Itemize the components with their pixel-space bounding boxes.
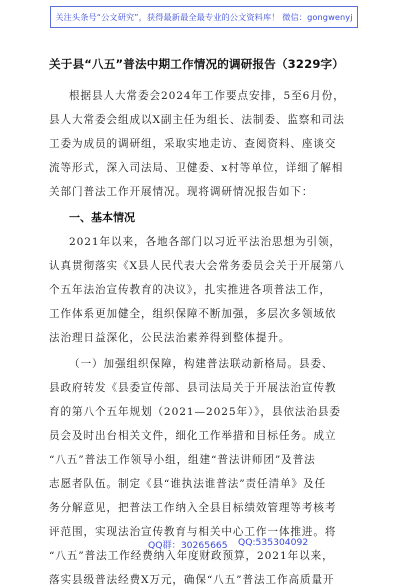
body-line: 工作体系更加健全，组织保障不断加强，多层次多领域依	[49, 308, 337, 320]
footer-qq: QQ:535304092	[238, 537, 309, 548]
body-line: 落实县级普法经费X万元，确保“八五”普法工作高质量开	[49, 574, 335, 586]
body-line: 法治理日益深化，公民法治素养得到整体提升。	[49, 332, 291, 344]
body-line: “八五”普法工作经费纳入年度财政预算，2021年以来，	[49, 550, 334, 562]
body-line: 个五年法治宣传教育的决议》，扎实推进各项普法工作，	[49, 284, 332, 296]
body-line: 县人大常委会组成以X副主任为组长、法制委、监察和司法	[49, 114, 345, 126]
footer-qq-group: QQ群：30265665	[148, 540, 228, 551]
document-title: 关于县“八五”普法中期工作情况的调研报告（3229字）	[49, 57, 345, 71]
footer-contact	[0, 537, 408, 551]
body-line: 志愿者队伍。制定《县“谁执法谁普法”责任清单》及任	[49, 478, 326, 490]
body-line: 认真贯彻落实《X县人民代表大会常务委员会关于开展第八	[49, 260, 345, 272]
section-heading: 一、基本情况	[69, 211, 135, 224]
body-line: 县政府转发《县委宣传部、县司法局关于开展法治宣传教	[49, 382, 337, 394]
body-line: 根据县人大常委会2024年工作要点安排，5至6月份，	[69, 90, 345, 102]
header-banner	[50, 6, 358, 28]
header-banner-text: 关注头条号“公文研究”，获得最新最全最专业的公文资料库！ 微信：gongwenyj	[55, 11, 353, 22]
body-line: 关部门普法工作开展情况。现将调研情况报告如下：	[49, 186, 314, 198]
body-line: 工委为成员的调研组，采取实地走访、查阅资料、座谈交	[49, 138, 337, 150]
body-line: “八五”普法工作领导小组，组建“普法讲师团”及普法	[49, 454, 316, 466]
body-line: 员会及时出台相关文件，细化工作举措和目标任务。成立	[49, 430, 337, 442]
body-line: 2021年以来，各地各部门以习近平法治思想为引领，	[69, 236, 341, 248]
body-line: 务分解意见，把普法工作纳入全县目标绩效管理等考核考	[49, 502, 337, 514]
subsection-line: （一）加强组织保障，构建普法联动新格局。县委、	[69, 358, 334, 370]
body-line: 流等形式，深入司法局、卫健委、x村等单位，详细了解相	[49, 162, 344, 174]
body-line: 评范围，实现法治宣传教育与相关中心工作一体推进。将	[49, 526, 337, 538]
body-line: 育的第八个五年规划（2021—2025年）》，县依法治县委	[49, 406, 341, 418]
